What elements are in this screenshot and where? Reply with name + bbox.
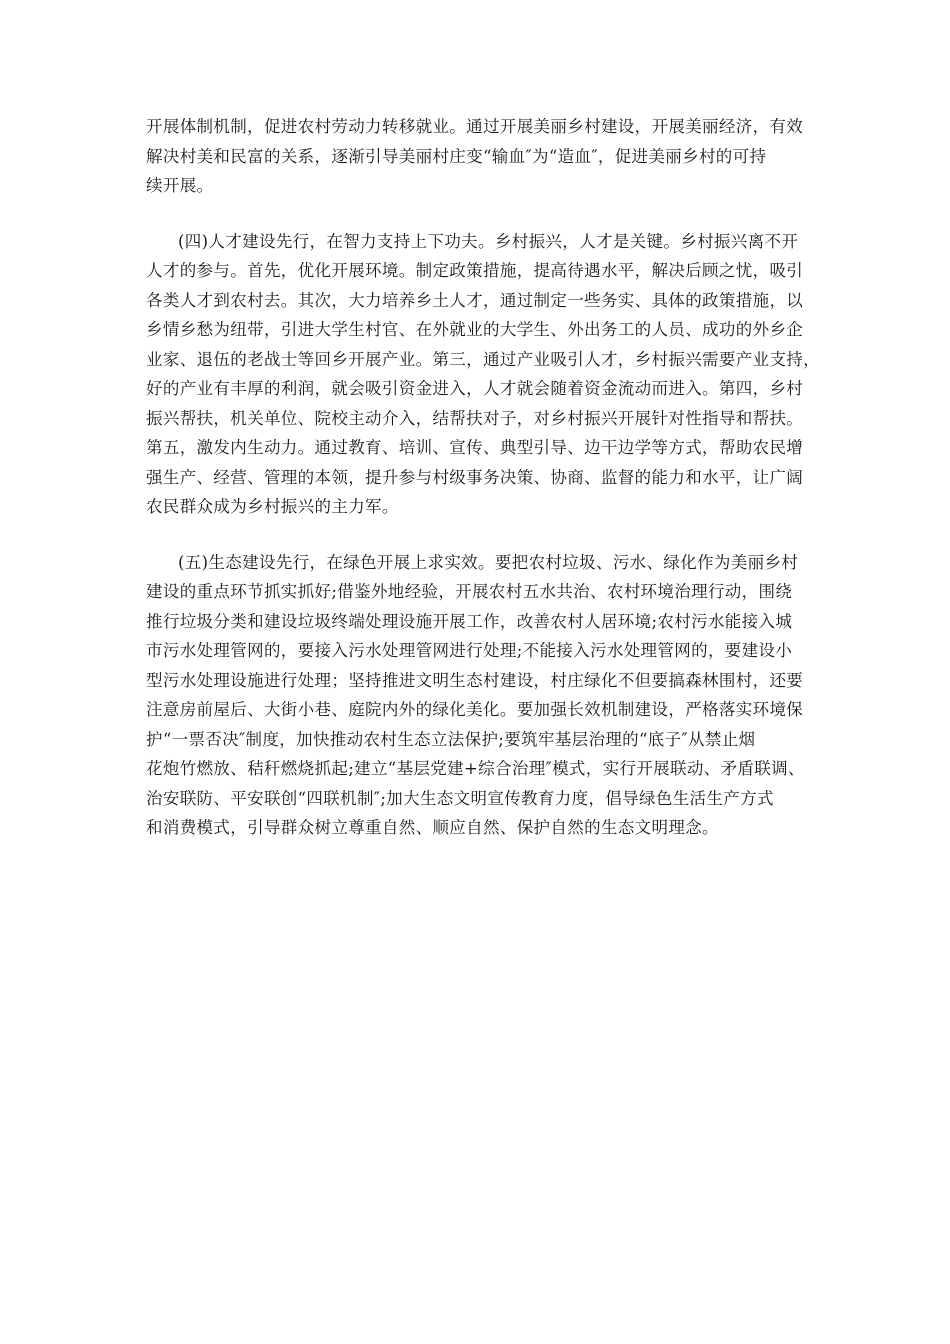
paragraph-continuation xyxy=(146,112,806,201)
text-line: 护“一票否决″制度，加快推动农村生态立法保护;要筑牢基层治理的“底子″从禁止烟 xyxy=(146,729,756,749)
text-line: (五)生态建设先行，在绿色开展上求实效。要把农村垃圾、污水、绿化作为美丽乡村 xyxy=(178,552,799,572)
text-line: 型污水处理设施进行处理；坚持推进文明生态村建设，村庄绿化不但要搞森林围村，还要 xyxy=(146,670,804,690)
document-page xyxy=(146,112,820,869)
text-line: 和消费模式，引导群众树立尊重自然、顺应自然、保护自然的生态文明理念。 xyxy=(146,818,719,837)
text-line: 开展体制机制，促进农村劳动力转移就业。通过开展美丽乡村建设，开展美丽经济，有效 xyxy=(146,117,804,136)
text-line: 市污水处理管网的，要接入污水处理管网进行处理;不能接入污水处理管网的，要建设小 xyxy=(146,641,793,660)
text-line: 花炮竹燃放、秸秆燃烧抓起;建立“基层党建+综合治理″模式，实行开展联动、矛盾联调、 xyxy=(146,759,805,778)
text-line: 农民群众成为乡村振兴的主力军。 xyxy=(146,497,399,516)
text-line: 业家、退伍的老战士等回乡开展产业。第三，通过产业吸引人才，乡村振兴需要产业支持， xyxy=(146,349,820,369)
paragraph-talent xyxy=(146,227,820,522)
text-line: 解决村美和民富的关系，逐渐引导美丽村庄变“输血″为“造血″，促进美丽乡村的可持 xyxy=(146,146,767,166)
text-line: (四)人才建设先行，在智力支持上下功夫。乡村振兴，人才是关键。乡村振兴离不开 xyxy=(178,231,799,251)
text-line: 乡情乡愁为纽带，引进大学生村官、在外就业的大学生、外出务工的人员、成功的外乡企 xyxy=(146,320,804,339)
text-line: 振兴帮扶，机关单位、院校主动介入，结帮扶对子，对乡村振兴开展针对性指导和帮扶。 xyxy=(146,408,804,428)
text-line: 续开展。 xyxy=(146,176,214,195)
text-line: 各类人才到农村去。其次，大力培养乡土人才，通过制定一些务实、具体的政策措施，以 xyxy=(146,290,804,310)
paragraph-ecology xyxy=(146,548,806,843)
text-line: 治安联防、平安联创“四联机制″;加大生态文明宣传教育力度，倡导绿色生活生产方式 xyxy=(146,788,774,808)
text-line: 人才的参与。首先，优化开展环境。制定政策措施，提高待遇水平，解决后顾之忧，吸引 xyxy=(146,261,804,280)
text-line: 强生产、经营、管理的本领，提升参与村级事务决策、协商、监督的能力和水平，让广阔 xyxy=(146,467,804,487)
text-line: 第五，激发内生动力。通过教育、培训、宣传、典型引导、边干边学等方式，帮助农民增 xyxy=(146,438,804,457)
text-line: 推行垃圾分类和建设垃圾终端处理设施开展工作，改善农村人居环境;农村污水能接入城 xyxy=(146,611,793,631)
text-line: 建设的重点环节抓实抓好;借鉴外地经验，开展农村五水共治、农村环境治理行动，围绕 xyxy=(146,582,793,601)
text-line: 注意房前屋后、大街小巷、庭院内外的绿化美化。要加强长效机制建设，严格落实环境保 xyxy=(146,700,804,719)
text-line: 好的产业有丰厚的利润，就会吸引资金进入，人才就会随着资金流动而进入。第四，乡村 xyxy=(146,379,804,398)
